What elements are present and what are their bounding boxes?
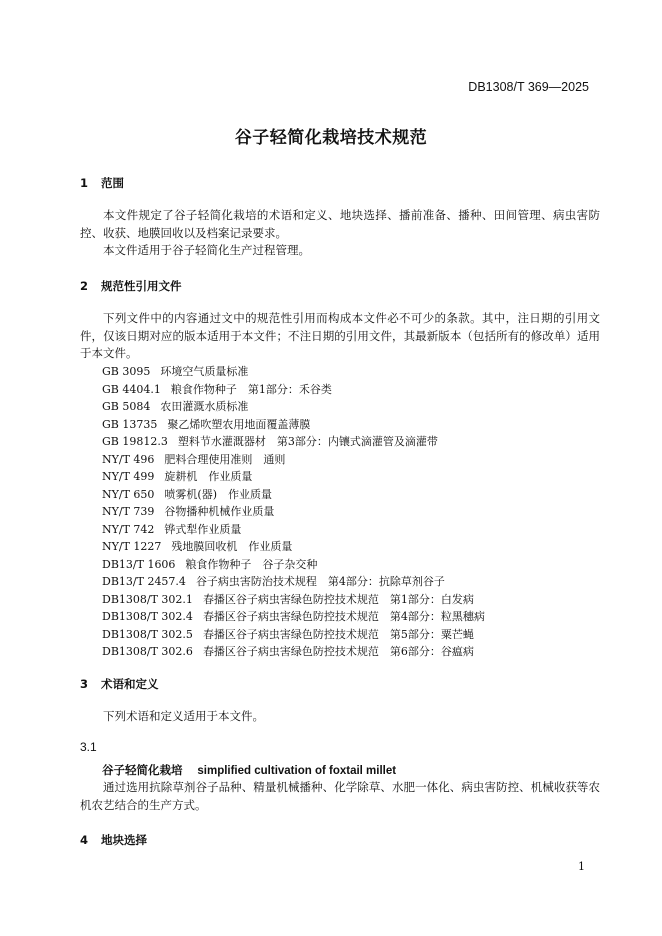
section-3-heading [80,676,159,692]
section-number: 1 [80,176,89,190]
reference-item: DB1308/T 302.5 春播区谷子病虫害绿色防控技术规范 第5部分：粟芒蝇 [102,627,474,641]
reference-item: DB1308/T 302.4 春播区谷子病虫害绿色防控技术规范 第4部分：粒黑穗病 [102,610,485,623]
section-number: 3 [80,677,89,691]
term-english: simplified cultivation of foxtail millet [197,765,397,777]
reference-item: GB 13735 聚乙烯吹塑农用地面覆盖薄膜 [102,417,311,431]
section-number: 2 [80,279,89,293]
term-definition: 通过选用抗除草剂谷子品种、精量机械播种、化学除草、水肥一体化、病虫害防控、机械收获等农机农艺结合的生产方式。 [80,780,600,812]
section-number: 4 [80,833,89,847]
reference-item: GB 5084 农田灌溉水质标准 [102,400,249,413]
reference-list [102,363,485,661]
section-title: 地块选择 [101,833,148,847]
scope-paragraph-2: 本文件适用于谷子轻简化生产过程管理。 [103,243,310,257]
section-4-heading [80,832,147,848]
section-title: 范围 [101,176,125,190]
reference-item: NY/T 1227 残地膜回收机 作业质量 [102,540,293,553]
section-2-heading [80,278,182,294]
reference-item: DB13/T 1606 粮食作物种子 谷子杂交种 [102,557,318,571]
page-number: 1 [578,860,585,873]
reference-item: DB1308/T 302.1 春播区谷子病虫害绿色防控技术规范 第1部分：白发病 [102,592,474,606]
term-chinese: 谷子轻简化栽培 [102,763,183,777]
reference-item: GB 4404.1 粮食作物种子 第1部分：禾谷类 [102,382,332,396]
reference-item: NY/T 496 肥料合理使用准则 通则 [102,452,286,466]
section-1-heading [80,175,124,191]
scope-paragraph-1: 本文件规定了谷子轻简化栽培的术语和定义、地块选择、播前准备、播种、田间管理、病虫害防控、收获、地膜回收以及档案记录要求。 [80,208,600,240]
terms-intro: 下列术语和定义适用于本文件。 [103,709,264,723]
reference-item: NY/T 499 旋耕机 作业质量 [102,470,253,483]
reference-item: NY/T 739 谷物播种机械作业质量 [102,505,275,518]
section-title: 术语和定义 [101,677,159,691]
reference-item: DB13/T 2457.4 谷子病虫害防治技术规程 第4部分：抗除草剂谷子 [102,575,445,588]
standard-number: DB1308/T 369—2025 [468,80,589,94]
reference-item: NY/T 742 铧式犁作业质量 [102,522,242,536]
reference-item: GB 19812.3 塑料节水灌溉器材 第3部分：内镶式滴灌管及滴灌带 [102,435,438,448]
term-entry [102,762,396,778]
section-title: 规范性引用文件 [101,279,182,293]
reference-item: DB1308/T 302.6 春播区谷子病虫害绿色防控技术规范 第6部分：谷瘟病 [102,645,474,658]
document-title: 谷子轻简化栽培技术规范 [234,128,428,148]
reference-item: NY/T 650 喷雾机(器) 作业质量 [102,487,273,501]
reference-item: GB 3095 环境空气质量标准 [102,365,249,378]
references-intro: 下列文件中的内容通过文中的规范性引用而构成本文件必不可少的条款。其中，注日期的引用文件，仅该日期对应的版本适用于本文件；不注日期的引用文件，其最新版本（包括所有的修改单）适用于本文件。 [80,311,600,360]
term-number: 3.1 [80,740,97,754]
